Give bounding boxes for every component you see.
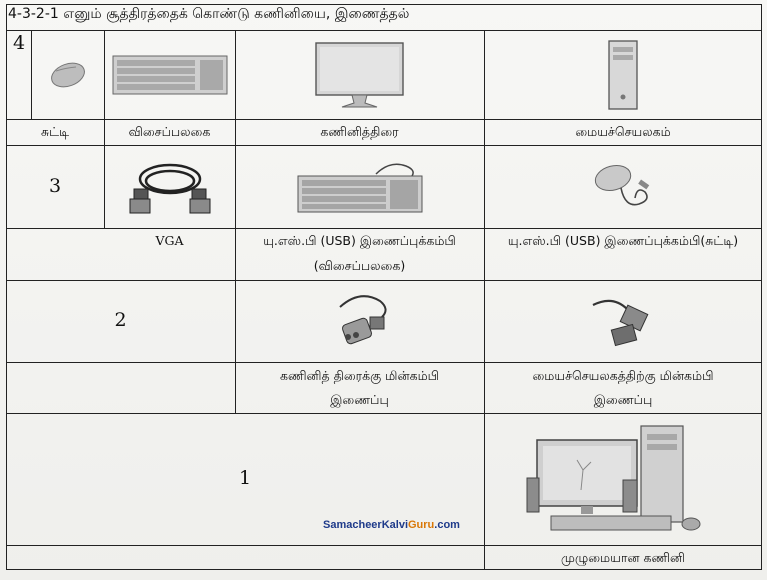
power-cable-icon	[583, 287, 663, 355]
watermark-part2: Guru	[408, 519, 435, 531]
row-number-4: 4	[12, 32, 26, 55]
label-monitor-power-line2: இணைப்பு	[330, 392, 389, 408]
vga-cable-icon	[120, 155, 220, 219]
label-monitor: கணினித்திரை	[320, 124, 399, 140]
monitor-icon	[312, 39, 407, 111]
label-keyboard: விசைப்பலகை	[128, 124, 211, 140]
label-cpu-power-line1: மையச்செயலகத்திற்கு மின்கம்பி	[532, 368, 714, 384]
label-usb-keyboard-line1: யு.எஸ்.பி (USB) இணைப்புக்கம்பி	[263, 233, 456, 249]
cpu-power-cable-image	[484, 280, 762, 362]
complete-computer-image	[484, 413, 762, 545]
vga-cable-image	[104, 145, 235, 228]
power-cable-icon	[320, 287, 400, 355]
complete-computer-icon	[523, 420, 723, 538]
label-cpu-power-line2: இணைப்பு	[593, 392, 653, 408]
keyboard-icon	[110, 50, 230, 100]
keyboard-image	[104, 30, 235, 119]
row-divider	[6, 362, 762, 363]
watermark	[323, 519, 460, 531]
watermark-part1: SamacheerKalvi	[323, 519, 408, 531]
mouse-icon	[43, 55, 93, 95]
watermark-part3: .com	[434, 519, 460, 531]
row-number-1: 1	[238, 467, 252, 490]
cpu-tower-icon	[603, 37, 643, 113]
monitor-image	[235, 30, 484, 119]
table-title: 4-3-2-1 எனும் சூத்திரத்தைக் கொண்டு கணினியை, இணைத்தல்	[8, 6, 410, 22]
cpu-tower-image	[484, 30, 762, 119]
usb-mouse-image	[484, 145, 762, 228]
label-usb-keyboard-line2: (விசைப்பலகை)	[313, 258, 406, 274]
label-complete-computer: முழுமையான கணினி	[560, 550, 685, 566]
row-number-3: 3	[48, 174, 62, 197]
usb-keyboard-image	[235, 145, 484, 228]
row-number-2: 2	[114, 309, 127, 332]
usb-keyboard-icon	[290, 156, 430, 218]
label-cpu: மையச்செயலகம்	[575, 124, 671, 140]
monitor-power-cable-image	[235, 280, 484, 362]
usb-mouse-icon	[583, 156, 663, 218]
mouse-image	[31, 30, 104, 119]
label-vga: VGA	[155, 233, 184, 249]
label-monitor-power-line1: கணினித் திரைக்கு மின்கம்பி	[279, 368, 440, 384]
label-usb-mouse: யு.எஸ்.பி (USB) இணைப்புக்கம்பி(சுட்டி)	[507, 233, 739, 249]
label-mouse: சுட்டி	[40, 124, 70, 140]
